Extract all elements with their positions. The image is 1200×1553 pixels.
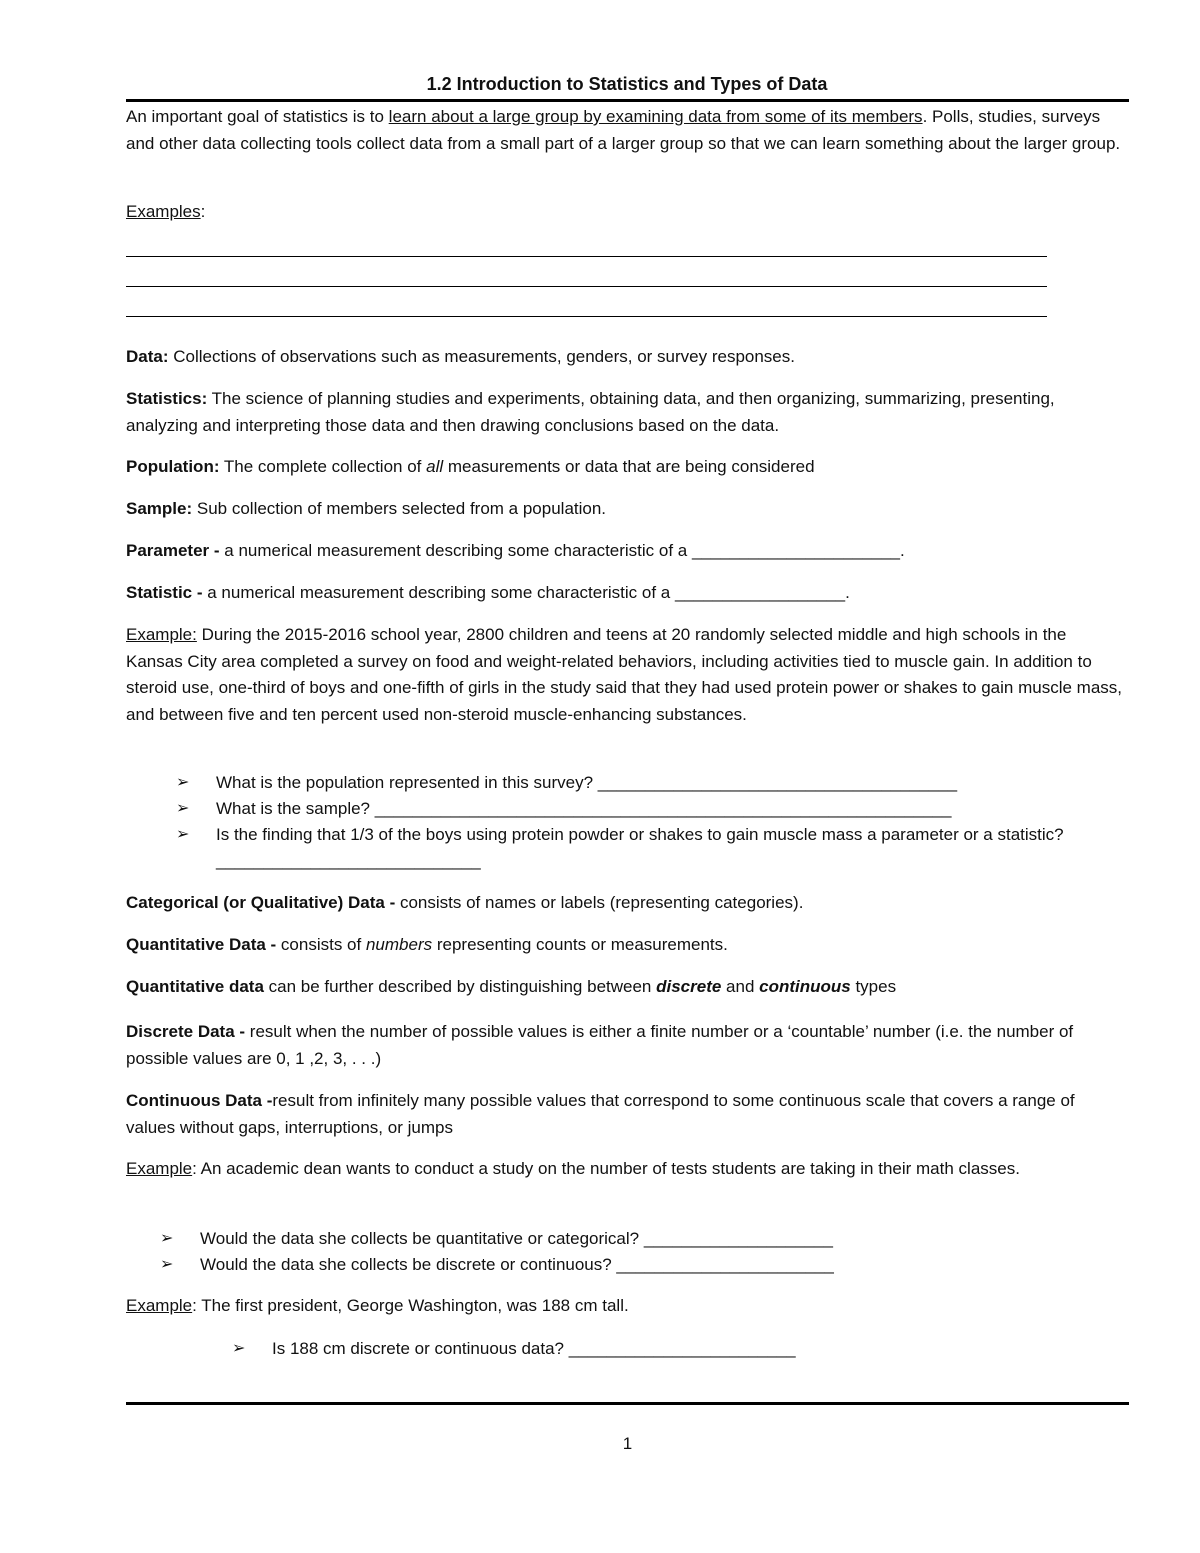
example-washington-paragraph [126, 1293, 1126, 1320]
header-rule [126, 99, 1129, 102]
definition-text: can be further described by distinguishing between [263, 977, 657, 996]
answer-line[interactable] [126, 286, 1047, 287]
definition-text: The science of planning studies and experiments, obtaining data, and then organizing, summarizing, presenting, analyzing and interpreting those data and then drawing conclusions based on the data. [126, 389, 1055, 435]
page-title: 1.2 Introduction to Statistics and Types of Data [426, 74, 828, 94]
question-item [160, 1226, 1110, 1252]
intro-underlined-text: learn about a large group by examining data from some of its members [388, 107, 923, 126]
definition-text: and [721, 977, 760, 996]
intro-text-start: An important goal of statistics is to [126, 107, 389, 126]
term-categorical: Categorical (or Qualitative) Data - [126, 893, 400, 912]
definition-text: types [850, 977, 897, 996]
definition-continuous [126, 1088, 1126, 1141]
example-text: During the 2015-2016 school year, 2800 children and teens at 20 randomly selected middle and high schools in the Kansas City area completed a survey on food and weight-related behaviors, including activities tied to muscle gain. In addition to steroid use, one-third of boys and one-fifth of girls in the study said that they had used protein power or shakes to gain muscle mass, and between five and ten percent used non-steroid muscle-enhancing substances. [126, 625, 1122, 724]
definition-text: result from infinitely many possible values that correspond to some continuous scale that covers a range of values without gaps, interruptions, or jumps [126, 1091, 1075, 1137]
definition-discrete [126, 1019, 1126, 1072]
examples-heading [126, 199, 1126, 226]
definition-text: The complete collection of [219, 457, 427, 476]
term-sample: Sample: [126, 499, 193, 518]
example-label: Example [126, 1159, 193, 1178]
definition-text: a numerical measurement describing some characteristic of a ______________________. [224, 541, 905, 560]
question-item [176, 796, 1126, 822]
term-continuous: Continuous Data - [126, 1091, 273, 1110]
footer-rule [126, 1402, 1129, 1405]
arrow-bullet-icon: ➢ [176, 774, 190, 791]
question-item [160, 1252, 1110, 1278]
question-text: What is the sample? _____________________________________________________________ [216, 799, 952, 818]
term-quantitative-data: Quantitative data [126, 977, 264, 996]
example-label: Example: [126, 625, 197, 644]
survey-questions [176, 770, 1126, 874]
definition-text: consists of [280, 935, 366, 954]
example-text: The first president, George Washington, was 188 cm tall. [196, 1296, 629, 1315]
term-population: Population: [126, 457, 220, 476]
emphasis-numbers: numbers [365, 935, 433, 954]
definition-sample [126, 496, 1126, 523]
definition-statistic [126, 580, 1126, 607]
answer-line[interactable] [126, 256, 1047, 257]
term-statistics: Statistics: [126, 389, 208, 408]
definition-population [126, 454, 1126, 481]
example-dean-paragraph [126, 1156, 1126, 1183]
arrow-bullet-icon: ➢ [232, 1340, 246, 1357]
answer-line[interactable] [126, 316, 1047, 317]
question-text: Is the finding that 1/3 of the boys using protein powder or shakes to gain muscle mass a parameter or a statistic? ____________________________ [216, 825, 1064, 870]
intro-text-end: . Polls, studies, surveys and other data collecting tools collect data from a small part of a larger group so that we can learn something about the larger group. [126, 107, 1121, 153]
definition-quantitative [126, 932, 1126, 959]
question-item [176, 770, 1126, 796]
arrow-bullet-icon: ➢ [160, 1230, 174, 1247]
question-item [176, 822, 1126, 874]
intro-paragraph [126, 104, 1126, 157]
term-quantitative: Quantitative Data - [126, 935, 281, 954]
quantitative-further [126, 974, 1126, 1001]
term-data: Data: [126, 347, 169, 366]
example-colon: : [192, 1296, 197, 1315]
definition-text: representing counts or measurements. [432, 935, 728, 954]
arrow-bullet-icon: ➢ [176, 826, 190, 843]
emphasis-all: all [426, 457, 444, 476]
definition-text: Collections of observations such as measurements, genders, or survey responses. [168, 347, 795, 366]
definition-parameter [126, 538, 1126, 565]
definition-categorical [126, 890, 1126, 917]
definition-text: Sub collection of members selected from a population. [192, 499, 607, 518]
question-text: Would the data she collects be quantitative or categorical? ____________________ [200, 1229, 833, 1248]
definition-statistics [126, 386, 1126, 439]
question-item [232, 1336, 1112, 1362]
term-discrete: Discrete Data - [126, 1022, 250, 1041]
definition-data [126, 344, 1126, 371]
definition-text: a numerical measurement describing some characteristic of a __________________. [207, 583, 850, 602]
question-text: Is 188 cm discrete or continuous data? ________________________ [272, 1339, 796, 1358]
definition-text: consists of names or labels (representing categories). [399, 893, 804, 912]
definition-text: measurements or data that are being considered [443, 457, 815, 476]
question-text: Would the data she collects be discrete or continuous? _______________________ [200, 1255, 834, 1274]
arrow-bullet-icon: ➢ [160, 1256, 174, 1273]
arrow-bullet-icon: ➢ [176, 800, 190, 817]
example-colon: : [192, 1159, 197, 1178]
emphasis-discrete: discrete [656, 977, 722, 996]
emphasis-continuous: continuous [759, 977, 851, 996]
examples-label: Examples [126, 202, 201, 221]
example-survey-paragraph [126, 622, 1126, 728]
washington-questions [232, 1336, 1112, 1362]
definition-text: result when the number of possible values is either a finite number or a ‘countable’ number (i.e. the number of possible values are 0, 1 ,2, 3, . . .) [126, 1022, 1074, 1068]
example-text: An academic dean wants to conduct a study on the number of tests students are taking in their math classes. [196, 1159, 1020, 1178]
dean-questions [160, 1226, 1110, 1278]
examples-colon: : [200, 202, 206, 221]
page-number: 1 [622, 1434, 633, 1453]
question-text: What is the population represented in this survey? ______________________________________ [216, 773, 958, 792]
example-label: Example [126, 1296, 193, 1315]
term-parameter: Parameter - [126, 541, 225, 560]
term-statistic: Statistic - [126, 583, 208, 602]
